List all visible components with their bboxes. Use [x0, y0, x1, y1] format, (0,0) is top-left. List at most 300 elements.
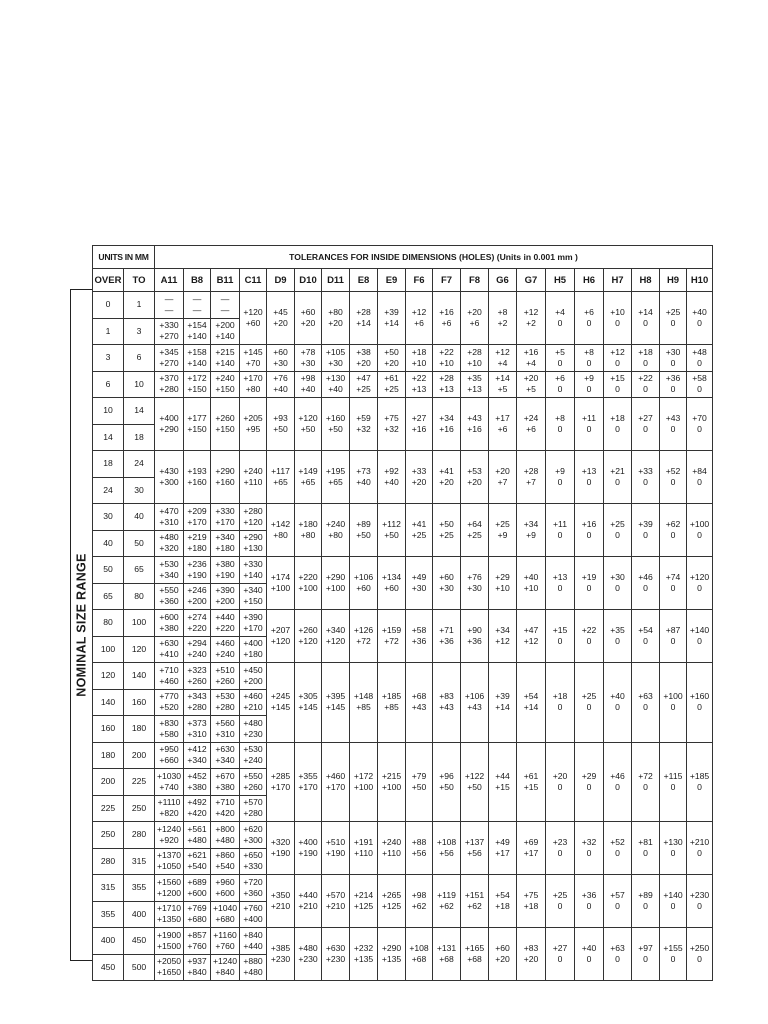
tolerance-cell: +492 +420 — [184, 795, 211, 822]
tolerance-cell: +232 +135 — [350, 928, 378, 981]
table-row — [93, 822, 713, 849]
tolerance-cell: +350 +210 — [267, 875, 295, 928]
column-header-h7: H7 — [604, 269, 632, 292]
tolerance-cell: +193 +160 — [184, 451, 211, 504]
tolerance-cell: +117 +65 — [267, 451, 295, 504]
tolerance-cell: +18 0 — [604, 398, 632, 451]
size-to: 65 — [124, 557, 155, 584]
tolerance-cell: +79 +50 — [406, 742, 433, 822]
tolerance-cell: +240 +110 — [378, 822, 406, 875]
tolerance-cell: +430 +300 — [155, 451, 184, 504]
tolerance-cell: +630 +230 — [322, 928, 350, 981]
tolerance-cell: +119 +62 — [433, 875, 461, 928]
tolerance-cell: +18 0 — [546, 663, 575, 743]
tolerance-cell: +120 +60 — [240, 292, 267, 345]
tolerance-cell: +151 +62 — [461, 875, 489, 928]
tolerance-cell: +246 +200 — [184, 583, 211, 610]
tolerance-cell: +43 +16 — [461, 398, 489, 451]
table-row — [93, 875, 713, 902]
tolerance-cell: +100 0 — [687, 504, 713, 557]
size-over: 1 — [93, 318, 124, 345]
tolerance-cell: +177 +150 — [184, 398, 211, 451]
tolerance-cell: +174 +100 — [267, 557, 295, 610]
tolerance-cell: +480 +230 — [240, 716, 267, 743]
tolerance-cell: +59 +32 — [350, 398, 378, 451]
tolerance-cell: +345 +270 — [155, 345, 184, 372]
tolerance-cell: +400 +180 — [240, 636, 267, 663]
tolerance-cell: +28 +13 — [433, 371, 461, 398]
size-over: 120 — [93, 663, 124, 690]
tolerance-cell: +937 +840 — [184, 954, 211, 981]
tolerance-cell: +620 +300 — [240, 822, 267, 849]
size-over: 225 — [93, 795, 124, 822]
tolerance-cell: +29 +10 — [489, 557, 517, 610]
tolerance-cell: +16 +4 — [517, 345, 546, 372]
tolerance-cell: +36 0 — [575, 875, 604, 928]
tolerance-cell: +75 +32 — [378, 398, 406, 451]
tolerance-cell: +250 0 — [687, 928, 713, 981]
tolerance-cell: +11 0 — [575, 398, 604, 451]
tolerance-cell: +630 +410 — [155, 636, 184, 663]
tolerance-cell: +48 0 — [687, 345, 713, 372]
tolerance-cell: +191 +110 — [350, 822, 378, 875]
header-row-1 — [93, 246, 713, 269]
size-to: 355 — [124, 875, 155, 902]
tolerance-cell: +57 0 — [604, 875, 632, 928]
tolerance-cell: +1040 +680 — [211, 901, 240, 928]
tolerance-cell: +29 0 — [575, 742, 604, 822]
tolerance-cell: +170 +80 — [240, 371, 267, 398]
tolerance-cell: +58 0 — [687, 371, 713, 398]
tolerance-cell: +68 +43 — [406, 663, 433, 743]
tolerance-cell: +400 +290 — [155, 398, 184, 451]
tolerance-cell: +550 +260 — [240, 769, 267, 796]
size-to: 200 — [124, 742, 155, 769]
tolerance-cell: +97 0 — [632, 928, 660, 981]
tolerance-cell: +561 +480 — [184, 822, 211, 849]
tolerance-cell: +630 +340 — [211, 742, 240, 769]
table-row — [93, 292, 713, 319]
tolerance-cell: +71 +36 — [433, 610, 461, 663]
tolerance-cell: +550 +360 — [155, 583, 184, 610]
column-header-h9: H9 — [660, 269, 687, 292]
tolerance-cell: +185 +85 — [378, 663, 406, 743]
tolerance-cell: +70 0 — [687, 398, 713, 451]
tolerance-cell: +60 +20 — [489, 928, 517, 981]
tolerance-cell: +58 +36 — [406, 610, 433, 663]
tolerance-cell: — — — [184, 292, 211, 319]
tolerance-cell: +172 +100 — [350, 742, 378, 822]
tolerance-cell: +46 0 — [632, 557, 660, 610]
tolerance-cell: +54 0 — [632, 610, 660, 663]
tolerance-cell: +9 0 — [546, 451, 575, 504]
tolerance-cell: +126 +72 — [350, 610, 378, 663]
tolerance-cell: +800 +480 — [211, 822, 240, 849]
tolerance-cell: +54 +18 — [489, 875, 517, 928]
tolerance-cell: +880 +480 — [240, 954, 267, 981]
size-to: 3 — [124, 318, 155, 345]
tolerance-cell: +50 +25 — [433, 504, 461, 557]
tolerance-cell: +330 +140 — [240, 557, 267, 584]
tolerance-cell: +180 +80 — [295, 504, 322, 557]
tolerance-cell: +63 0 — [604, 928, 632, 981]
tolerance-cell: +215 +140 — [211, 345, 240, 372]
tolerance-cell: +92 +40 — [378, 451, 406, 504]
tolerance-cell: +470 +310 — [155, 504, 184, 531]
tolerance-cell: +34 +9 — [517, 504, 546, 557]
size-to: 80 — [124, 583, 155, 610]
tolerance-cell: +30 0 — [660, 345, 687, 372]
tolerance-cell: +22 0 — [632, 371, 660, 398]
tolerance-cell: — — — [155, 292, 184, 319]
tolerance-cell: +75 +18 — [517, 875, 546, 928]
size-to: 30 — [124, 477, 155, 504]
tolerance-cell: +290 +100 — [322, 557, 350, 610]
tolerance-cell: +98 +40 — [295, 371, 322, 398]
tolerance-cell: +265 +125 — [378, 875, 406, 928]
column-header-b8: B8 — [184, 269, 211, 292]
tolerance-cell: +130 +40 — [322, 371, 350, 398]
tolerance-cell: +130 0 — [660, 822, 687, 875]
tolerance-cell: +49 +30 — [406, 557, 433, 610]
tolerance-cell: +63 0 — [632, 663, 660, 743]
tolerance-cell: +23 0 — [546, 822, 575, 875]
tolerance-cell: +21 0 — [604, 451, 632, 504]
column-header-h10: H10 — [687, 269, 713, 292]
tolerance-cell: +35 +13 — [461, 371, 489, 398]
tolerance-cell: +452 +380 — [184, 769, 211, 796]
tolerance-cell: +172 +150 — [184, 371, 211, 398]
tolerance-cell: +69 +17 — [517, 822, 546, 875]
tolerance-cell: +15 0 — [546, 610, 575, 663]
size-to: 250 — [124, 795, 155, 822]
tolerance-cell: +340 +120 — [322, 610, 350, 663]
tolerance-cell: +159 +72 — [378, 610, 406, 663]
tolerance-cell: +33 0 — [632, 451, 660, 504]
tolerance-cell: +290 +130 — [240, 530, 267, 557]
table-row — [93, 451, 713, 478]
tolerance-cell: +1710 +1350 — [155, 901, 184, 928]
tolerance-cell: +412 +340 — [184, 742, 211, 769]
tolerance-cell: +53 +20 — [461, 451, 489, 504]
tolerance-cell: +89 +50 — [350, 504, 378, 557]
tolerance-cell: +39 0 — [632, 504, 660, 557]
tolerance-cell: +112 +50 — [378, 504, 406, 557]
tolerance-cell: +8 0 — [546, 398, 575, 451]
size-to: 40 — [124, 504, 155, 531]
tolerance-cell: +5 0 — [546, 345, 575, 372]
size-to: 100 — [124, 610, 155, 637]
tolerance-cell: +1110 +820 — [155, 795, 184, 822]
tolerance-cell: +220 +100 — [295, 557, 322, 610]
tolerance-cell: +45 +20 — [267, 292, 295, 345]
size-over: 30 — [93, 504, 124, 531]
tolerance-cell: +10 0 — [604, 292, 632, 345]
tolerance-cell: +400 +190 — [295, 822, 322, 875]
tolerance-cell: +219 +180 — [184, 530, 211, 557]
tolerance-cell: +36 0 — [660, 371, 687, 398]
tolerance-cell: +689 +600 — [184, 875, 211, 902]
tolerance-cell: +530 +280 — [211, 689, 240, 716]
table-row — [93, 345, 713, 372]
tolerance-cell: +650 +330 — [240, 848, 267, 875]
tolerance-cell: +120 0 — [687, 557, 713, 610]
tolerance-cell: +621 +540 — [184, 848, 211, 875]
tolerance-cell: +330 +170 — [211, 504, 240, 531]
tolerance-cell: +47 +25 — [350, 371, 378, 398]
tolerance-cell: +27 0 — [546, 928, 575, 981]
tolerance-cell: +80 +20 — [322, 292, 350, 345]
tolerance-cell: +24 +6 — [517, 398, 546, 451]
column-header-f7: F7 — [433, 269, 461, 292]
tolerance-cell: +480 +320 — [155, 530, 184, 557]
table-row — [93, 928, 713, 955]
tolerance-cell: +460 +170 — [322, 742, 350, 822]
tolerance-cell: +46 0 — [604, 742, 632, 822]
size-to: 24 — [124, 451, 155, 478]
tolerance-cell: +340 +180 — [211, 530, 240, 557]
tolerance-cell: +52 0 — [604, 822, 632, 875]
tolerance-cell: +89 0 — [632, 875, 660, 928]
tolerance-cell: +108 +56 — [433, 822, 461, 875]
tolerance-cell: +158 +140 — [184, 345, 211, 372]
tolerance-cell: +8 0 — [575, 345, 604, 372]
tolerance-cell: +857 +760 — [184, 928, 211, 955]
tolerance-cell: +98 +62 — [406, 875, 433, 928]
size-over: 160 — [93, 716, 124, 743]
tolerance-cell: +20 +6 — [461, 292, 489, 345]
tolerance-cell: +90 +36 — [461, 610, 489, 663]
tolerance-cell: +73 +40 — [350, 451, 378, 504]
size-over: 355 — [93, 901, 124, 928]
tolerance-cell: +165 +68 — [461, 928, 489, 981]
tolerance-cell: — — — [211, 292, 240, 319]
tolerance-cell: +260 +150 — [211, 398, 240, 451]
tolerance-cell: +60 +30 — [433, 557, 461, 610]
tolerance-cell: +27 0 — [632, 398, 660, 451]
tolerance-cell: +860 +540 — [211, 848, 240, 875]
tolerance-cell: +17 +6 — [489, 398, 517, 451]
tolerance-cell: +72 0 — [632, 742, 660, 822]
size-over: 18 — [93, 451, 124, 478]
column-header-g7: G7 — [517, 269, 546, 292]
tolerance-cell: +83 +43 — [433, 663, 461, 743]
tolerance-cell: +83 +20 — [517, 928, 546, 981]
column-header-d9: D9 — [267, 269, 295, 292]
tolerance-cell: +340 +150 — [240, 583, 267, 610]
tolerance-cell: +52 0 — [660, 451, 687, 504]
size-to: 1 — [124, 292, 155, 319]
size-to: 225 — [124, 769, 155, 796]
tolerance-cell: +200 +140 — [211, 318, 240, 345]
tolerance-cell: +240 +110 — [240, 451, 267, 504]
tolerance-cell: +62 0 — [660, 504, 687, 557]
tolerance-cell: +510 +260 — [211, 663, 240, 690]
over-header: OVER — [93, 269, 124, 292]
tolerance-cell: +78 +30 — [295, 345, 322, 372]
tolerance-cell: +950 +660 — [155, 742, 184, 769]
tolerance-cell: +61 +25 — [378, 371, 406, 398]
size-to: 120 — [124, 636, 155, 663]
tolerance-cell: +43 0 — [660, 398, 687, 451]
tolerance-cell: +240 +80 — [322, 504, 350, 557]
tolerance-cell: +93 +50 — [267, 398, 295, 451]
tolerance-cell: +64 +25 — [461, 504, 489, 557]
tolerance-cell: +105 +30 — [322, 345, 350, 372]
tolerance-cell: +294 +240 — [184, 636, 211, 663]
tolerance-cell: +108 +68 — [406, 928, 433, 981]
tolerance-cell: +260 +120 — [295, 610, 322, 663]
header-row-2 — [93, 269, 713, 292]
size-over: 40 — [93, 530, 124, 557]
table-row — [93, 663, 713, 690]
column-header-e8: E8 — [350, 269, 378, 292]
tolerance-cell: +600 +380 — [155, 610, 184, 637]
tolerance-cell: +4 0 — [546, 292, 575, 345]
tolerance-cell: +530 +340 — [155, 557, 184, 584]
tolerance-cell: +100 0 — [660, 663, 687, 743]
tolerance-cell: +395 +145 — [322, 663, 350, 743]
nominal-size-range-label: NOMINAL SIZE RANGE — [75, 553, 89, 697]
column-header-f8: F8 — [461, 269, 489, 292]
column-header-d11: D11 — [322, 269, 350, 292]
size-over: 315 — [93, 875, 124, 902]
tolerance-cell: +20 +7 — [489, 451, 517, 504]
size-to: 400 — [124, 901, 155, 928]
tolerance-cell: +61 +15 — [517, 742, 546, 822]
tolerance-cell: +1560 +1200 — [155, 875, 184, 902]
tolerance-cell: +140 0 — [687, 610, 713, 663]
tolerance-cell: +450 +200 — [240, 663, 267, 690]
tolerance-cell: +210 0 — [687, 822, 713, 875]
tolerance-cell: +140 0 — [660, 875, 687, 928]
tolerance-cell: +50 +20 — [378, 345, 406, 372]
column-header-b11: B11 — [211, 269, 240, 292]
size-over: 6 — [93, 371, 124, 398]
tolerance-cell: +134 +60 — [378, 557, 406, 610]
size-over: 100 — [93, 636, 124, 663]
size-over: 80 — [93, 610, 124, 637]
tolerance-cell: +6 0 — [575, 292, 604, 345]
column-header-g6: G6 — [489, 269, 517, 292]
size-over: 280 — [93, 848, 124, 875]
table-row — [93, 557, 713, 584]
tolerance-cell: +185 0 — [687, 742, 713, 822]
size-to: 500 — [124, 954, 155, 981]
tolerance-cell: +41 +20 — [433, 451, 461, 504]
tolerance-cell: +440 +220 — [211, 610, 240, 637]
tolerance-cell: +20 0 — [546, 742, 575, 822]
tolerance-cell: +25 0 — [546, 875, 575, 928]
tolerance-cell: +570 +210 — [322, 875, 350, 928]
size-over: 0 — [93, 292, 124, 319]
size-over: 200 — [93, 769, 124, 796]
size-to: 14 — [124, 398, 155, 425]
size-to: 18 — [124, 424, 155, 451]
tolerance-cell: +81 0 — [632, 822, 660, 875]
tolerance-cell: +25 0 — [660, 292, 687, 345]
tolerance-cell: +305 +145 — [295, 663, 322, 743]
tolerance-cell: +131 +68 — [433, 928, 461, 981]
tolerance-cell: +12 +4 — [489, 345, 517, 372]
size-over: 3 — [93, 345, 124, 372]
column-header-e9: E9 — [378, 269, 406, 292]
size-to: 6 — [124, 345, 155, 372]
tolerance-cell: +11 0 — [546, 504, 575, 557]
tolerance-table — [92, 245, 713, 981]
tolerance-cell: +22 +13 — [406, 371, 433, 398]
tolerance-cell: +710 +460 — [155, 663, 184, 690]
tolerance-cell: +1030 +740 — [155, 769, 184, 796]
size-over: 140 — [93, 689, 124, 716]
tolerance-cell: +20 +5 — [517, 371, 546, 398]
tolerance-cell: +148 +85 — [350, 663, 378, 743]
tolerance-cell: +18 0 — [632, 345, 660, 372]
tolerance-cell: +54 +14 — [517, 663, 546, 743]
tolerance-cell: +76 +30 — [461, 557, 489, 610]
tolerance-cell: +25 0 — [575, 663, 604, 743]
tolerance-cell: +236 +190 — [184, 557, 211, 584]
size-to: 450 — [124, 928, 155, 955]
tolerance-cell: +28 +14 — [350, 292, 378, 345]
table-row — [93, 398, 713, 425]
tolerance-cell: +207 +120 — [267, 610, 295, 663]
tolerance-cell: +38 +20 — [350, 345, 378, 372]
tolerance-cell: +510 +190 — [322, 822, 350, 875]
tolerance-cell: +22 +10 — [433, 345, 461, 372]
tolerance-cell: +323 +260 — [184, 663, 211, 690]
table-row — [93, 742, 713, 769]
tolerance-cell: +390 +200 — [211, 583, 240, 610]
size-to: 180 — [124, 716, 155, 743]
size-over: 450 — [93, 954, 124, 981]
tolerance-cell: +39 +14 — [378, 292, 406, 345]
tolerance-cell: +770 +520 — [155, 689, 184, 716]
tolerance-cell: +373 +310 — [184, 716, 211, 743]
tolerance-cell: +87 0 — [660, 610, 687, 663]
table-row — [93, 610, 713, 637]
size-over: 400 — [93, 928, 124, 955]
tolerance-cell: +74 0 — [660, 557, 687, 610]
tolerance-cell: +760 +400 — [240, 901, 267, 928]
tolerance-cell: +25 0 — [604, 504, 632, 557]
tolerance-cell: +47 +12 — [517, 610, 546, 663]
tolerance-cell: +370 +280 — [155, 371, 184, 398]
tolerance-cell: +240 +150 — [211, 371, 240, 398]
size-over: 180 — [93, 742, 124, 769]
tolerance-cell: +40 0 — [604, 663, 632, 743]
tolerance-cell: +76 +40 — [267, 371, 295, 398]
tolerance-cell: +290 +135 — [378, 928, 406, 981]
column-header-a11: A11 — [155, 269, 184, 292]
tolerance-cell: +343 +280 — [184, 689, 211, 716]
tolerance-cell: +280 +120 — [240, 504, 267, 531]
tolerance-cell: +12 0 — [604, 345, 632, 372]
size-to: 160 — [124, 689, 155, 716]
tolerance-cell: +330 +270 — [155, 318, 184, 345]
tolerance-cell: +840 +440 — [240, 928, 267, 955]
tolerance-cell: +480 +230 — [295, 928, 322, 981]
column-header-h5: H5 — [546, 269, 575, 292]
tolerance-cell: +33 +20 — [406, 451, 433, 504]
tolerance-cell: +19 0 — [575, 557, 604, 610]
tolerance-cell: +320 +190 — [267, 822, 295, 875]
tolerance-cell: +115 0 — [660, 742, 687, 822]
size-to: 280 — [124, 822, 155, 849]
tolerance-cell: +40 0 — [687, 292, 713, 345]
tolerance-cell: +28 +10 — [461, 345, 489, 372]
tolerance-cell: +30 0 — [604, 557, 632, 610]
